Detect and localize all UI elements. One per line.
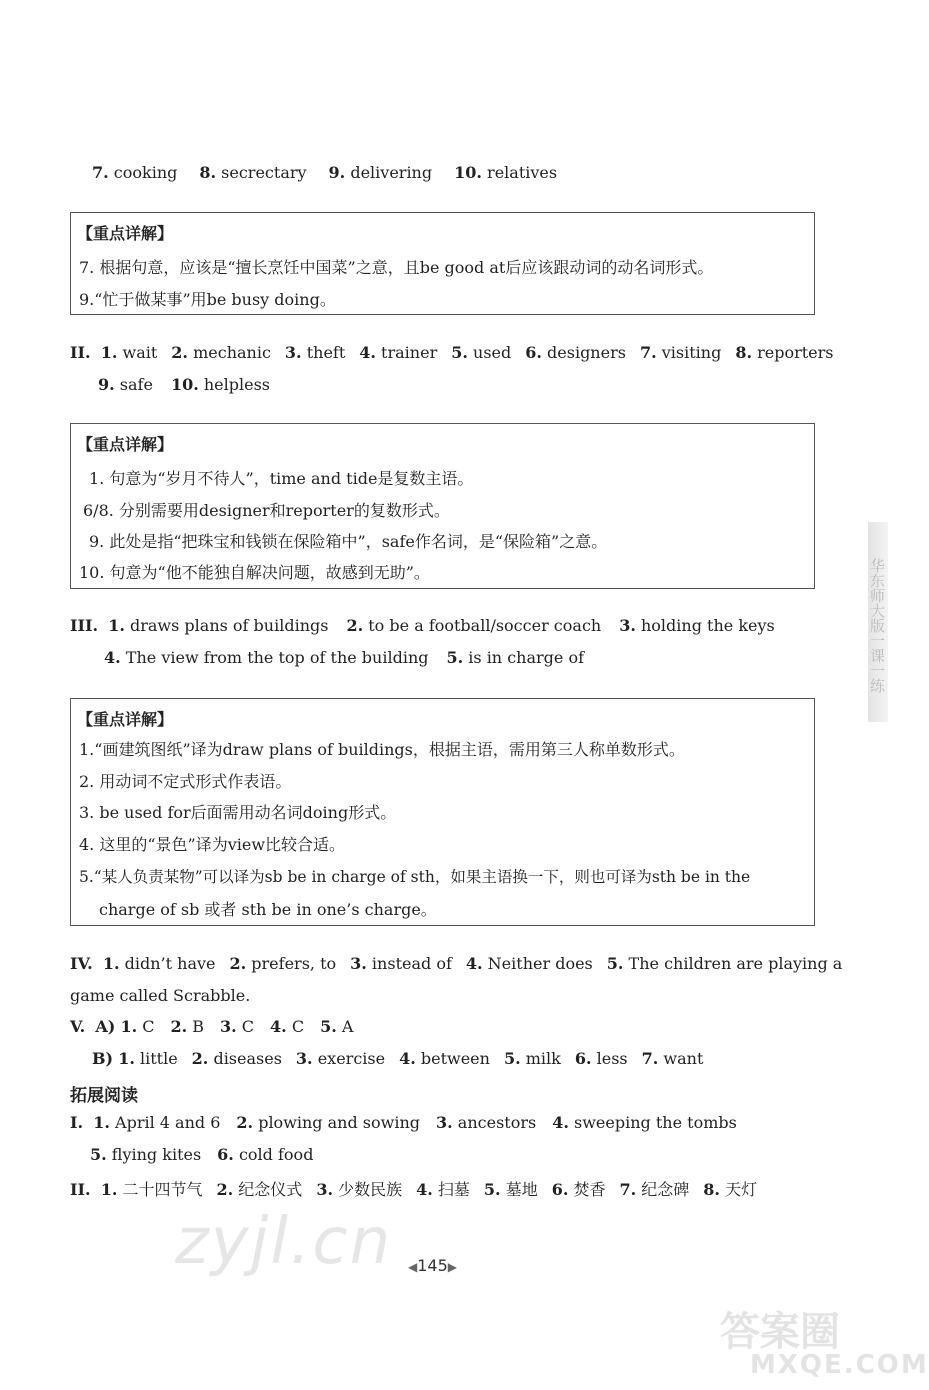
item-text: to be a football/soccer coach (363, 616, 602, 635)
item-number: 4. (416, 1180, 433, 1199)
side-tab: 华东师大版一课一练 (868, 522, 888, 722)
roman-numeral: IV. (70, 954, 93, 973)
answer-item (451, 343, 511, 362)
answer-item (619, 616, 775, 635)
item-text: designers (541, 343, 626, 362)
answer-item (199, 163, 306, 182)
answer-item (104, 648, 428, 667)
box-line: 9.“忙于做某事”用be busy doing。 (79, 290, 336, 309)
key-points-box-1 (70, 212, 815, 315)
answer-item (735, 343, 833, 362)
item-text: little (134, 1049, 178, 1068)
item-number: 8. (735, 343, 753, 362)
roman-numeral: II. (70, 1180, 91, 1199)
item-number: 4. (399, 1049, 416, 1068)
item-text: 扫墓 (432, 1180, 470, 1199)
answer-item (552, 1180, 606, 1199)
answer-item (466, 954, 593, 973)
answer-line-s2b (98, 375, 288, 394)
answer-item (640, 343, 721, 362)
item-text: delivering (345, 163, 433, 182)
item-text: instead of (366, 954, 452, 973)
item-text: 纪念碑 (636, 1180, 690, 1199)
answer-item (446, 648, 584, 667)
answer-item (329, 163, 433, 182)
item-number: 4. (104, 648, 121, 667)
box-heading: 【重点详解】 (77, 710, 174, 729)
item-number: 3. (350, 954, 367, 973)
answer-item (320, 1017, 353, 1036)
answer-item (525, 343, 626, 362)
item-text: safe (114, 375, 153, 394)
answer-line-s1 (92, 163, 579, 182)
box-line: 4. 这里的“景色”译为view比较合适。 (79, 835, 346, 854)
item-number: 4. (359, 343, 376, 362)
item-number: 4. (552, 1113, 569, 1132)
item-number: 7. (619, 1180, 637, 1199)
item-number: 4. (270, 1017, 287, 1036)
item-text: visiting (656, 343, 722, 362)
item-text: exercise (312, 1049, 386, 1068)
item-number: 4. (465, 954, 483, 973)
answer-item (170, 1017, 204, 1036)
box-line: 3. be used for后面需用动名词doing形式。 (79, 803, 397, 822)
answer-item (171, 375, 270, 394)
watermark: zyjl.cn (175, 1205, 393, 1279)
answer-item (98, 375, 153, 394)
item-text: between (415, 1049, 490, 1068)
answer-item (552, 1113, 737, 1132)
item-number: 6. (525, 343, 542, 362)
section-title: 拓展阅读 (70, 1086, 138, 1106)
box-line: 1.“画建筑图纸”译为draw plans of buildings，根据主语，需用第三人称单数形式。 (79, 740, 685, 759)
answer-item (484, 1180, 538, 1199)
answer-line-ext-ii (70, 1177, 771, 1200)
answer-item (316, 1180, 402, 1199)
item-text: helpless (198, 375, 271, 394)
answer-item (416, 1180, 470, 1199)
item-number: 8. (703, 1180, 720, 1199)
item-text: less (591, 1049, 628, 1068)
item-text: holding the keys (635, 616, 775, 635)
answer-item (359, 343, 437, 362)
item-text: sweeping the tombs (568, 1113, 737, 1132)
item-number: 3. (316, 1180, 334, 1199)
box-line: charge of sb 或者 sth be in one’s charge。 (99, 900, 437, 919)
answer-item (285, 343, 345, 362)
box-line: 2. 用动词不定式形式作表语。 (79, 772, 292, 791)
answer-item (90, 1145, 201, 1164)
item-text: C (286, 1017, 305, 1036)
item-number: 1. (100, 343, 118, 362)
item-text: plowing and sowing (253, 1113, 421, 1132)
answer-item (454, 163, 557, 182)
answer-item (642, 1049, 704, 1068)
answer-item (270, 1017, 304, 1036)
item-number: 7. (641, 1049, 659, 1068)
item-number: 9. (98, 375, 115, 394)
item-text: draws plans of buildings (124, 616, 329, 635)
part-label: B) (92, 1049, 114, 1068)
answer-item (346, 616, 601, 635)
item-number: 7. (92, 163, 109, 182)
item-number: 3. (436, 1113, 453, 1132)
answer-item (399, 1049, 490, 1068)
answer-line-s4a (70, 954, 856, 973)
answer-line-s2a (70, 343, 848, 362)
box-line: 1. 句意为“岁月不待人”，time and tide是复数主语。 (89, 469, 474, 488)
item-text: April 4 and 6 (109, 1113, 221, 1132)
answer-item (101, 343, 158, 362)
answer-item (108, 616, 328, 635)
roman-numeral: V. (70, 1017, 86, 1036)
answer-item (93, 1113, 220, 1132)
item-number: 10. (170, 375, 199, 394)
item-text: want (658, 1049, 704, 1068)
item-text: The view from the top of the building (120, 648, 429, 667)
left-triangle-icon: ◀ (408, 1260, 418, 1274)
item-text: 天灯 (720, 1180, 758, 1199)
item-text: trainer (375, 343, 438, 362)
item-number: 5. (320, 1017, 337, 1036)
answer-item (350, 954, 452, 973)
item-number: 2. (229, 954, 247, 973)
box-line: 5.“某人负责某物”可以译为sb be in charge of sth，如果主语换一下，则也可译为sth be in the (79, 868, 751, 886)
item-text: 墓地 (500, 1180, 538, 1199)
answer-item (92, 163, 177, 182)
item-number: 2. (346, 616, 364, 635)
answer-item (236, 1113, 420, 1132)
item-text: C (137, 1017, 155, 1036)
part-label: A) (95, 1017, 116, 1036)
watermark-logo: 答案圈 (720, 1309, 840, 1355)
item-number: 1. (118, 1049, 135, 1068)
item-number: 5. (90, 1145, 107, 1164)
item-text: 焚香 (568, 1180, 606, 1199)
box-line: 9. 此处是指“把珠宝和钱锁在保险箱中”，safe作名词，是“保险箱”之意。 (89, 532, 608, 551)
item-text: 纪念仪式 (233, 1180, 303, 1199)
item-text: flying kites (106, 1145, 202, 1164)
item-number: 3. (619, 616, 636, 635)
answer-item (217, 1180, 303, 1199)
answer-line-s5a (70, 1017, 369, 1036)
item-number: 2. (236, 1113, 254, 1132)
item-number: 3. (284, 343, 302, 362)
item-number: 1. (100, 1180, 118, 1199)
item-text: 二十四节气 (117, 1180, 203, 1199)
item-text: didn’t have (119, 954, 216, 973)
key-points-box-2 (70, 423, 815, 589)
page-number: ◀145▶ (408, 1256, 458, 1275)
answer-item (101, 1180, 203, 1199)
answer-item (120, 1017, 154, 1036)
item-text: diseases (208, 1049, 282, 1068)
answer-item (171, 343, 271, 362)
box-heading: 【重点详解】 (77, 435, 174, 454)
item-number: 1. (93, 1113, 110, 1132)
item-number: 6. (574, 1049, 592, 1068)
item-number: 2. (171, 343, 188, 362)
item-text: Neither does (482, 954, 593, 973)
answer-item (607, 954, 843, 973)
item-number: 1. (102, 954, 120, 973)
answer-item (296, 1049, 385, 1068)
item-number: 6. (217, 1145, 234, 1164)
item-text: milk (520, 1049, 561, 1068)
item-text: used (467, 343, 512, 362)
item-number: 6. (551, 1180, 569, 1199)
answer-item (575, 1049, 628, 1068)
item-number: 5. (483, 1180, 501, 1199)
item-number: 7. (639, 343, 657, 362)
answer-item (192, 1049, 282, 1068)
answer-item (220, 1017, 254, 1036)
answer-item (703, 1180, 757, 1199)
item-number: 3. (220, 1017, 237, 1036)
answer-item (230, 954, 337, 973)
item-number: 2. (191, 1049, 209, 1068)
box-line: 7. 根据句意，应该是“擅长烹饪中国菜”之意，且be good at后应该跟动词的动名词形式。 (79, 258, 714, 277)
item-number: 5. (503, 1049, 521, 1068)
item-number: 1. (108, 616, 125, 635)
roman-numeral: III. (70, 616, 99, 635)
item-text: A (336, 1017, 354, 1036)
answer-line-s5b (92, 1049, 717, 1068)
item-number: 9. (328, 163, 346, 182)
item-text: cooking (108, 163, 178, 182)
item-number: 1. (120, 1017, 138, 1036)
right-triangle-icon: ▶ (447, 1260, 458, 1274)
item-text: theft (301, 343, 346, 362)
answer-line-s3b (104, 648, 602, 667)
answer-item (504, 1049, 561, 1068)
box-line: 10. 句意为“他不能独自解决问题，故感到无助”。 (79, 563, 430, 582)
item-text: ancestors (452, 1113, 537, 1132)
answer-item (217, 1145, 313, 1164)
item-text: reporters (752, 343, 834, 362)
item-number: 3. (295, 1049, 313, 1068)
item-text: B (187, 1017, 205, 1036)
item-text: relatives (481, 163, 558, 182)
item-number: 5. (446, 648, 464, 667)
key-points-box-3 (70, 698, 815, 926)
item-text: 少数民族 (333, 1180, 403, 1199)
answer-line-ext-i-b (90, 1145, 329, 1164)
answer-line-s3a (70, 616, 793, 635)
answer-line-s4b: game called Scrabble. (70, 986, 251, 1005)
item-text: cold food (233, 1145, 314, 1164)
item-text: prefers, to (246, 954, 337, 973)
answer-line-ext-i-a (70, 1113, 753, 1132)
item-number: 2. (170, 1017, 188, 1036)
item-text: The children are playing a (623, 954, 843, 973)
answer-item (620, 1180, 690, 1199)
roman-numeral: II. (70, 343, 91, 362)
answer-item (436, 1113, 536, 1132)
item-text: wait (117, 343, 158, 362)
item-text: secrectary (216, 163, 307, 182)
box-line: 6/8. 分别需要用designer和reporter的复数形式。 (83, 501, 450, 520)
box-heading: 【重点详解】 (77, 224, 174, 243)
item-number: 10. (454, 163, 482, 182)
answer-item (103, 954, 216, 973)
item-text: mechanic (188, 343, 271, 362)
roman-numeral: I. (70, 1113, 84, 1132)
item-text: is in charge of (463, 648, 584, 667)
item-number: 5. (451, 343, 468, 362)
watermark-url: MXQE.COM (750, 1350, 929, 1380)
answer-item (118, 1049, 177, 1068)
item-number: 8. (199, 163, 217, 182)
item-number: 5. (606, 954, 624, 973)
item-text: C (236, 1017, 255, 1036)
item-number: 2. (216, 1180, 234, 1199)
